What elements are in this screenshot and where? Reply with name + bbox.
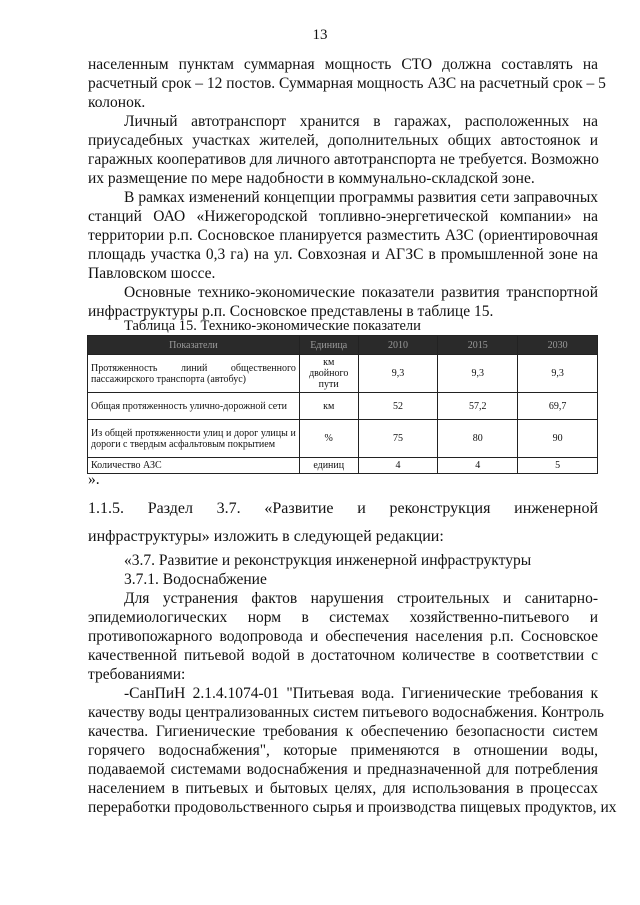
table-cell: 80 xyxy=(438,420,518,458)
table-cell: 4 xyxy=(358,458,438,474)
table-cell: % xyxy=(299,420,358,458)
table-cell: Количество АЗС xyxy=(88,458,300,474)
section-amendment-line: 1.1.5. Раздел 3.7. «Развитие и реконструкция инженерной xyxy=(88,500,598,517)
table-cell: 69,7 xyxy=(518,393,598,420)
text-line: Личный автотранспорт хранится в гаражах, расположенных на xyxy=(124,113,598,130)
text-line: станций ОАО «Нижегородской топливно-энергетической компании» на xyxy=(88,208,598,225)
text-line: площадь участка 0,3 га) на ул. Совхозная и АГЗС в промышленной зоне на xyxy=(88,246,598,263)
table-cell: 5 xyxy=(518,458,598,474)
subsection-heading: 3.7.1. Водоснабжение xyxy=(124,571,267,588)
text-line: подаваемой системами водоснабжения и предназначенной для потребления xyxy=(88,761,598,778)
page-number: 13 xyxy=(312,27,328,43)
table-cell: единиц xyxy=(299,458,358,474)
table-row xyxy=(88,393,598,420)
table-cell: км двойного пути xyxy=(299,355,358,393)
table-header-row xyxy=(88,336,598,355)
text-line: эпидемиологических норм в системах хозяйственно-питьевого и xyxy=(88,609,598,626)
table-row xyxy=(88,458,598,474)
text-line: качества. Гигиенические требования к обеспечению безопасности систем xyxy=(88,723,598,740)
table-caption: Таблица 15. Технико-экономические показатели xyxy=(124,318,421,334)
text-line: населением в питьевых и бытовых целях, для использования в процессах xyxy=(88,780,598,797)
section-heading: «3.7. Развитие и реконструкция инженерной инфраструктуры xyxy=(124,552,532,569)
text-line: Павловском шоссе. xyxy=(88,265,216,282)
column-header: Показатели xyxy=(88,336,300,355)
text-line: территории р.п. Сосновское планируется разместить АЗС (ориентировочная xyxy=(88,227,598,244)
table-cell: 52 xyxy=(358,393,438,420)
text-line: качественной питьевой водой в достаточном количестве в соответствии с xyxy=(88,647,598,664)
text-line: качеству воды централизованных систем питьевого водоснабжения. Контроль xyxy=(88,704,604,721)
indicators-table xyxy=(87,335,598,474)
table-cell: 90 xyxy=(518,420,598,458)
text-line: переработки продовольственного сырья и производства пищевых продуктов, их xyxy=(88,799,617,816)
text-line: Основные технико-экономические показатели развития транспортной xyxy=(124,284,598,301)
table-cell: Общая протяженность улично-дорожной сети xyxy=(88,393,300,420)
table-row xyxy=(88,420,598,458)
text-line: -СанПиН 2.1.4.1074-01 "Питьевая вода. Гигиенические требования к xyxy=(124,685,598,702)
table-cell: 57,2 xyxy=(438,393,518,420)
table-cell: 75 xyxy=(358,420,438,458)
text-line: расчетный срок – 12 постов. Суммарная мощность АЗС на расчетный срок – 5 xyxy=(88,75,606,92)
table-row xyxy=(88,355,598,393)
column-header: 2010 xyxy=(358,336,438,355)
closing-quote: ». xyxy=(88,471,100,488)
text-line: приусадебных участках жителей, дополнительных общих автостоянок и xyxy=(88,132,598,149)
section-amendment-line: инфраструктуры» изложить в следующей редакции: xyxy=(88,528,444,545)
table-cell: 9,3 xyxy=(358,355,438,393)
table-cell: 4 xyxy=(438,458,518,474)
table-cell: 9,3 xyxy=(438,355,518,393)
column-header: 2015 xyxy=(438,336,518,355)
table-cell: км xyxy=(299,393,358,420)
text-line: их размещение по мере надобности в коммунально-складской зоне. xyxy=(88,170,535,187)
table-cell: 9,3 xyxy=(518,355,598,393)
text-line: гаражных кооперативов для личного автотранспорта не требуется. Возможно xyxy=(88,151,599,168)
text-line: Для устранения фактов нарушения строительных и санитарно- xyxy=(124,590,598,607)
text-line: противопожарного водопровода и обеспечения населения р.п. Сосновское xyxy=(88,628,598,645)
text-line: горячего водоснабжения", которые применяются в отношении воды, xyxy=(88,742,598,759)
text-line: В рамках изменений концепции программы развития сети заправочных xyxy=(124,189,598,206)
column-header: Единица xyxy=(299,336,358,355)
table-cell: Из общей протяженности улиц и дорог улицы и дороги с твердым асфальтовым покрытием xyxy=(88,420,300,458)
text-line: требованиями: xyxy=(88,666,186,683)
column-header: 2030 xyxy=(518,336,598,355)
text-line: инфраструктуры р.п. Сосновское представлены в таблице 15. xyxy=(88,303,494,320)
table-cell: Протяженность линий общественного пассажирского транспорта (автобус) xyxy=(88,355,300,393)
text-line: населенным пунктам суммарная мощность СТО должна составлять на xyxy=(88,56,598,73)
text-line: колонок. xyxy=(88,94,146,111)
